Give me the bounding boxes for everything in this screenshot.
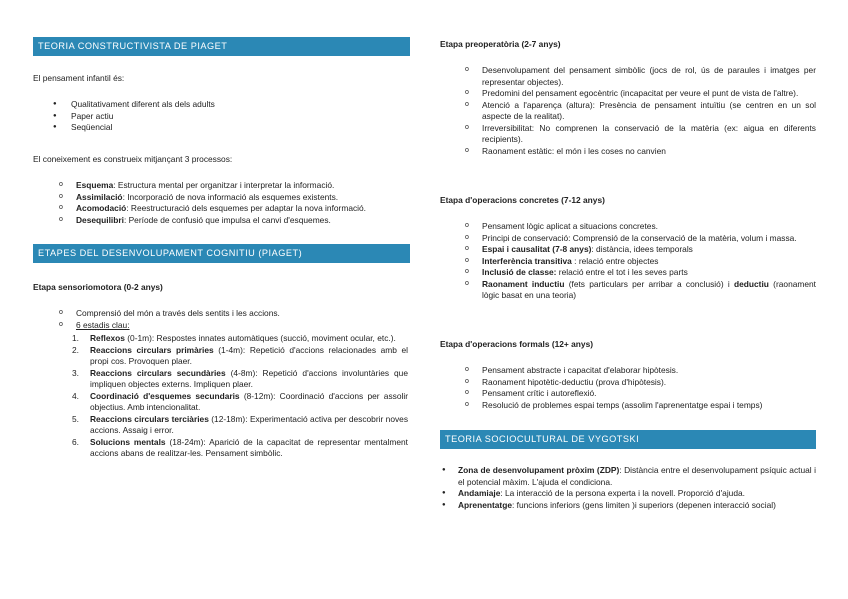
list-item: o Espai i causalitat (7-8 anys): distància, idees temporals bbox=[440, 244, 816, 256]
list-item: o 6 estadis clau: bbox=[33, 320, 410, 332]
list-item: o Desenvolupament del pensament simbòlic (jocs de rol, ús de paraules i imatges per representar objectes). bbox=[440, 65, 816, 88]
list-item: o Comprensió del món a través dels sentits i les accions. bbox=[33, 308, 410, 320]
list-item: o Esquema: Estructura mental per organitzar i interpretar la informació. bbox=[33, 180, 410, 192]
intro-text: El pensament infantil és: bbox=[33, 73, 125, 83]
list-item: o Acomodació: Reestructuració dels esquemes per adaptar la nova informació. bbox=[33, 203, 410, 215]
concrete-list bbox=[440, 221, 816, 302]
formal-list bbox=[440, 365, 816, 411]
list-item: o Interferència transitiva : relació entre objectes bbox=[440, 256, 816, 268]
stadis-list bbox=[33, 333, 408, 460]
sensorimotor-title: Etapa sensoriomotora (0-2 anys) bbox=[33, 282, 163, 292]
process-intro: El coneixement es construeix mitjançant 3 processos: bbox=[33, 154, 233, 164]
concrete-title: Etapa d'operacions concretes (7-12 anys) bbox=[440, 195, 605, 205]
list-item: o Inclusió de classe: relació entre el tot i les seves parts bbox=[440, 267, 816, 279]
list-item: ● Zona de desenvolupament pròxim (ZDP): Distància entre el desenvolupament psíquic actual i el potencial màxim. L'ajuda el condiciona. bbox=[440, 465, 816, 488]
piaget-header: TEORIA CONSTRUCTIVISTA DE PIAGET bbox=[33, 37, 410, 56]
list-item: 5. Reaccions circulars terciàries (12-18m): Experimentació activa per descobrir noves accions. Assaig i error. bbox=[72, 413, 409, 435]
list-item: o Principi de conservació: Comprensió de la conservació de la matèria, volum i massa. bbox=[440, 233, 816, 245]
list-item: o Pensament abstracte i capacitat d'elaborar hipòtesis. bbox=[440, 365, 816, 377]
preop-title: Etapa preoperatòria (2-7 anys) bbox=[440, 39, 561, 49]
preop-list bbox=[440, 65, 816, 157]
list-item: ● Aprenentatge: funcions inferiors (gens limiten )i superiors (depenen interacció social) bbox=[440, 500, 816, 512]
list-item: ● Andamiaje: La interacció de la persona experta i la novell. Proporció d'ajuda. bbox=[440, 488, 816, 500]
list-item: 6. Solucions mentals (18-24m): Aparició de la capacitat de representar mentalment accions abans de realitzar-les. Pensament simbòlic. bbox=[72, 436, 408, 458]
process-list bbox=[33, 180, 410, 226]
list-item: o Assimilació: Incorporació de nova informació als esquemes existents. bbox=[33, 192, 410, 204]
list-item: o Predomini del pensament egocèntric (incapacitat per veure el punt de vista de l'altre). bbox=[440, 88, 816, 100]
list-item: 4. Coordinació d'esquemes secundaris (8-12m): Coordinació d'accions per assolir objectius. Amb intencionalitat. bbox=[72, 390, 408, 412]
sensorimotor-list bbox=[33, 308, 410, 331]
list-item: o Desequilibri: Període de confusió que impulsa el canvi d'esquemes. bbox=[33, 215, 410, 227]
list-item: ● Qualitativament diferent als dels adults bbox=[33, 99, 410, 111]
stages-header: ETAPES DEL DESENVOLUPAMENT COGNITIU (PIAGET) bbox=[33, 244, 410, 263]
list-item: 3. Reaccions circulars secundàries (4-8m): Repetició d'accions involuntàries que impliquen objectes externs. Impliquen plaer. bbox=[72, 367, 408, 389]
list-item: o Pensament crític i autoreflexió. bbox=[440, 388, 816, 400]
vygotsky-list bbox=[440, 465, 816, 511]
list-item: o Raonament estàtic: el món i les coses no canvien bbox=[440, 146, 816, 158]
traits-list bbox=[33, 99, 410, 134]
list-item: ● Paper actiu bbox=[33, 111, 410, 123]
list-item: 1. Reflexos (0-1m): Respostes innates automàtiques (succió, moviment ocular, etc.). bbox=[72, 333, 396, 343]
list-item: o Pensament lògic aplicat a situacions concretes. bbox=[440, 221, 816, 233]
list-item: o Atenció a l'aparença (altura): Presència de pensament intuïtiu (se centren en un sol aspecte de la realitat). bbox=[440, 100, 816, 123]
formal-title: Etapa d'operacions formals (12+ anys) bbox=[440, 339, 594, 349]
list-item: o Irreversibilitat: No comprenen la conservació de la matèria (ex: aigua en diferents recipients). bbox=[440, 123, 816, 146]
list-item: o Raonament hipotètic-deductiu (prova d'hipòtesis). bbox=[440, 377, 816, 389]
list-item: o Resolució de problemes espai temps (assolim l'aprenentatge espai i temps) bbox=[440, 400, 816, 412]
list-item: o Raonament inductiu (fets particulars per arribar a conclusió) i deductiu (raonament lògic basat en una teoria) bbox=[440, 279, 816, 302]
list-item: ● Seqüencial bbox=[33, 122, 410, 134]
list-item: 2. Reaccions circulars primàries (1-4m): Repetició d'accions relacionades amb el propi cos. Provoquen plaer. bbox=[72, 344, 408, 366]
vygotsky-header: TEORIA SOCIOCULTURAL DE VYGOTSKI bbox=[440, 430, 816, 449]
